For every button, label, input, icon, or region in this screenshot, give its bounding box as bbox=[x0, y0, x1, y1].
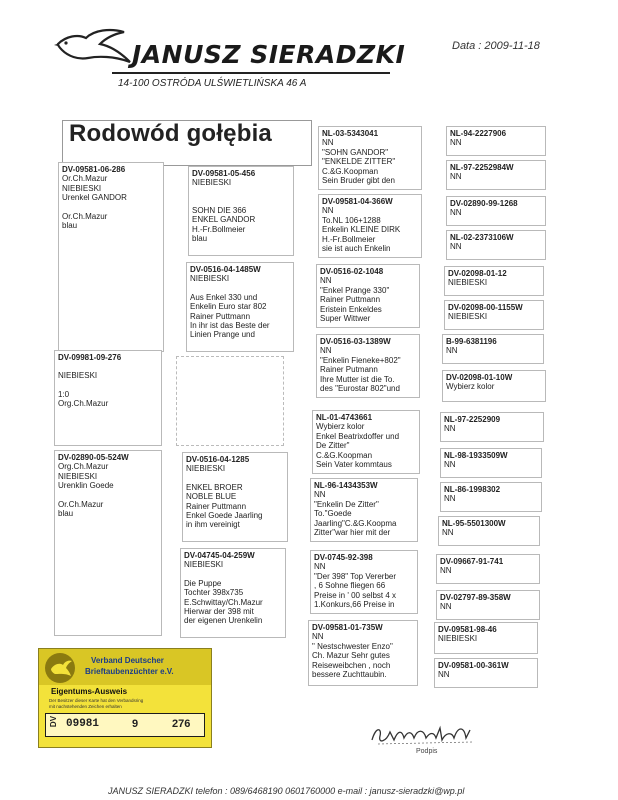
ring-number: DV-09581-06-286 bbox=[62, 165, 126, 174]
breeder: C.&G.Koopman bbox=[316, 450, 373, 460]
note: Linien Prange und bbox=[190, 330, 255, 340]
color: NN bbox=[440, 602, 452, 612]
note: der eigenen Urenkelin bbox=[184, 616, 263, 626]
gen4-box bbox=[436, 554, 540, 584]
note: "ENKELDE ZITTER" bbox=[322, 157, 396, 167]
gen3-box bbox=[310, 550, 418, 614]
footer-contact: JANUSZ SIERADZKI telefon : 089/6468190 0601760000 e-mail : janusz-sieradzki@wp.pl bbox=[108, 786, 465, 796]
note: sie ist auch Enkelin bbox=[322, 244, 391, 254]
note: Enkel Beatrixdoffer und bbox=[316, 431, 400, 441]
card-ring-year: 9 bbox=[132, 718, 139, 730]
gen4-box bbox=[446, 196, 546, 226]
brand-logo bbox=[54, 26, 134, 75]
note: "Enkelin Fieneke+802" bbox=[320, 355, 401, 365]
title-box bbox=[62, 120, 312, 166]
gen3-box bbox=[316, 334, 420, 398]
gen4-box bbox=[440, 448, 542, 478]
ring-number: DV-09581-04-366W bbox=[322, 197, 393, 206]
gen1-sire bbox=[58, 162, 164, 352]
spacer bbox=[192, 188, 290, 197]
color: NN bbox=[442, 528, 454, 538]
note: Enkelin Euro star 802 bbox=[190, 302, 267, 312]
color: NN bbox=[444, 460, 456, 470]
color: NN bbox=[438, 670, 450, 680]
ring-number: DV-09581-00-361W bbox=[438, 661, 509, 670]
ring-number: NL-96-1434353W bbox=[314, 481, 378, 490]
card-org-line2: Brieftaubenzüchter e.V. bbox=[85, 667, 174, 676]
signature bbox=[368, 718, 480, 756]
breeder: Or.Ch.Mazur bbox=[58, 499, 104, 509]
color: NIEBIESKI bbox=[448, 312, 488, 322]
note: Urenklin Goede bbox=[58, 481, 114, 491]
ring-number: NL-02-2373106W bbox=[450, 233, 514, 242]
note: " Nestschwester Enzo" bbox=[312, 641, 393, 651]
breeder: C.&G.Koopman bbox=[322, 166, 379, 176]
note: NOBLE BLUE bbox=[186, 492, 237, 502]
gen2-box bbox=[180, 548, 286, 638]
card-ring-country: DV bbox=[49, 715, 59, 728]
card-fine-line: mit nachstehenden Zeichen erhalten bbox=[49, 703, 122, 709]
color: NN bbox=[450, 242, 462, 252]
gen2-empty-box bbox=[176, 356, 284, 446]
ring-number: NL-86-1998302 bbox=[444, 485, 501, 494]
spacer bbox=[62, 203, 160, 212]
ring-number: DV-0516-04-1285 bbox=[186, 455, 250, 464]
color: NN bbox=[450, 138, 462, 148]
gen4-box bbox=[440, 482, 542, 512]
note: De Zitter" bbox=[316, 441, 350, 451]
signature-scribble bbox=[368, 718, 480, 748]
note: Zitter"war hier mit der bbox=[314, 528, 391, 538]
spacer bbox=[186, 474, 284, 483]
ring-number: DV-0516-03-1389W bbox=[320, 337, 391, 346]
ring-number: DV-09981-09-276 bbox=[58, 353, 122, 362]
gen3-box bbox=[318, 194, 422, 258]
color: NIEBIESKI bbox=[184, 560, 224, 570]
note: ENKEL GANDOR bbox=[192, 215, 256, 225]
note: Enkel Goede Jaarling bbox=[186, 511, 263, 521]
gen3-box bbox=[310, 478, 418, 542]
note: bessere Zuchttaubin. bbox=[312, 670, 387, 680]
document-date: Data : 2009-11-18 bbox=[452, 40, 540, 52]
spacer bbox=[190, 284, 290, 293]
color: NN bbox=[320, 346, 332, 356]
ring-number: NL-97-2252909 bbox=[444, 415, 501, 424]
gen4-box bbox=[444, 300, 544, 330]
note: Sein Vater kommtaus bbox=[316, 460, 392, 470]
gen1-subject bbox=[54, 350, 162, 446]
ring-number: DV-02890-05-524W bbox=[58, 453, 129, 462]
gen3-box bbox=[312, 410, 420, 474]
gen4-box bbox=[442, 334, 544, 364]
gen4-box bbox=[434, 622, 538, 654]
color: NIEBIESKI bbox=[58, 371, 98, 381]
breeder: Org.Ch.Mazur bbox=[58, 462, 109, 472]
breeder: H.-Fr.Bollmeier bbox=[322, 234, 376, 244]
gen3-box bbox=[308, 620, 418, 686]
note: Ihre Mutter ist die To. bbox=[320, 374, 395, 384]
spacer bbox=[58, 381, 158, 390]
color: NN bbox=[440, 566, 452, 576]
breeder: Rainer Puttmann bbox=[320, 295, 381, 305]
note: Hierwar der 398 mit bbox=[184, 607, 254, 617]
card-ring-seq: 276 bbox=[172, 718, 191, 730]
note: Sein Bruder gibt den bbox=[322, 176, 395, 186]
color: NN bbox=[322, 138, 334, 148]
color: NIEBIESKI bbox=[192, 178, 232, 188]
page-title: Rodowód gołębia bbox=[69, 120, 272, 147]
note: To."Goede bbox=[314, 509, 352, 519]
color: NIEBIESKI bbox=[186, 464, 226, 474]
note: "Enkelin De Zitter" bbox=[314, 499, 379, 509]
ring-number: NL-94-2227906 bbox=[450, 129, 507, 138]
note: Enkelin KLEINE DIRK bbox=[322, 225, 401, 235]
card-org-line1: Verband Deutscher bbox=[91, 656, 164, 665]
note: Preise in ' 00 selbst 4 x bbox=[314, 590, 397, 600]
color: NN bbox=[444, 424, 456, 434]
gen4-box bbox=[446, 230, 546, 260]
ring-number: DV-02098-01-12 bbox=[448, 269, 507, 278]
note: 1.Konkurs,66 Preise in bbox=[314, 600, 395, 610]
ring-number: DV-02797-89-358W bbox=[440, 593, 511, 602]
color: NIEBIESKI bbox=[58, 471, 98, 481]
ring-number: DV-02098-01-10W bbox=[446, 373, 513, 382]
note: ENKEL BROER bbox=[186, 482, 243, 492]
color: NIEBIESKI bbox=[448, 278, 488, 288]
color: blau bbox=[192, 234, 208, 244]
breeder: E.Schwittay/Ch.Mazur bbox=[184, 597, 263, 607]
note: "Der 398" Top Vererber bbox=[314, 571, 397, 581]
pigeon-icon bbox=[54, 26, 134, 70]
note: SOHN DIE 366 bbox=[192, 205, 247, 215]
note: To.NL 106+1288 bbox=[322, 215, 381, 225]
gen4-box bbox=[440, 412, 544, 442]
note: in ihm vereinigt bbox=[186, 520, 240, 530]
card-ring-band bbox=[45, 713, 205, 737]
note: In ihr ist das Beste der bbox=[190, 321, 270, 331]
color: NIEBIESKI bbox=[438, 634, 478, 644]
ring-number: DV-02098-00-1155W bbox=[448, 303, 523, 312]
ring-number: NL-01-4743661 bbox=[316, 413, 373, 422]
ring-number: NL-95-5501300W bbox=[442, 519, 506, 528]
gen4-box bbox=[446, 126, 546, 156]
card-logo bbox=[45, 653, 75, 683]
color: NIEBIESKI bbox=[190, 274, 230, 284]
color: NN bbox=[312, 632, 324, 642]
breeder: Rainer Puttmann bbox=[186, 501, 247, 511]
note: Urenkel GANDOR bbox=[62, 193, 127, 203]
spacer bbox=[184, 570, 282, 579]
color: Wybierz kolor bbox=[316, 422, 365, 432]
pigeon-icon bbox=[45, 653, 75, 683]
note: "Enkel Prange 330" bbox=[320, 285, 390, 295]
note: Super Wittwer bbox=[320, 314, 371, 324]
gen4-box bbox=[442, 370, 546, 402]
color: NN bbox=[314, 562, 326, 572]
breeder: Org.Ch.Mazur bbox=[58, 399, 109, 409]
brand-name: JANUSZ SIERADZKI bbox=[132, 40, 406, 69]
ring-number: DV-09581-05-456 bbox=[192, 169, 256, 178]
ring-number: DV-0516-02-1048 bbox=[320, 267, 384, 276]
spacer bbox=[192, 197, 290, 206]
color: NIEBIESKI bbox=[62, 183, 102, 193]
color: blau bbox=[62, 221, 78, 231]
breeder: Or.Ch.Mazur bbox=[62, 211, 108, 221]
note: , 6 Sohne fliegen 66 bbox=[314, 581, 386, 591]
gen4-box bbox=[438, 516, 540, 546]
color: NN bbox=[444, 494, 456, 504]
gen4-box bbox=[446, 160, 546, 190]
card-title: Eigentums-Ausweis bbox=[51, 687, 128, 696]
ring-number: DV-02890-99-1268 bbox=[450, 199, 518, 208]
color: blau bbox=[58, 509, 74, 519]
brand-underline bbox=[112, 72, 390, 74]
breeder: Or.Ch.Mazur bbox=[62, 174, 108, 184]
gen2-box bbox=[182, 452, 288, 542]
ring-number: DV-09581-98-46 bbox=[438, 625, 497, 634]
address: 14-100 OSTRÓDA ULŚWIETLIŃSKA 46 A bbox=[118, 78, 307, 89]
ring-number: B-99-6381196 bbox=[446, 337, 497, 346]
gen4-box bbox=[436, 590, 540, 620]
card-fine-print bbox=[49, 698, 199, 709]
breeder: Rainer Putmann bbox=[320, 365, 378, 375]
signature-caption: Podpis bbox=[416, 748, 438, 755]
breeder: Rainer Puttmann bbox=[190, 311, 251, 321]
ring-number: NL-98-1933509W bbox=[444, 451, 508, 460]
note: Ch. Mazur Sehr gutes bbox=[312, 651, 390, 661]
spacer bbox=[58, 362, 158, 371]
ring-number: DV-0745-92-398 bbox=[314, 553, 373, 562]
color: NN bbox=[450, 172, 462, 182]
ring-number: DV-0516-04-1485W bbox=[190, 265, 261, 274]
color: NN bbox=[320, 276, 332, 286]
ratio: 1:0 bbox=[58, 389, 70, 399]
gen4-box bbox=[444, 266, 544, 296]
note: Eristein Enkeldes bbox=[320, 304, 382, 314]
ring-number: NL-03-5343041 bbox=[322, 129, 379, 138]
note: Reiseweibchen , noch bbox=[312, 660, 391, 670]
spacer bbox=[58, 491, 158, 500]
ring-number: DV-09581-01-735W bbox=[312, 623, 383, 632]
color: NN bbox=[450, 208, 462, 218]
breeder: Jaarling"C.&G.Koopma bbox=[314, 518, 397, 528]
gen3-box bbox=[316, 264, 420, 328]
note: Tochter 398x735 bbox=[184, 588, 244, 598]
breeder: H.-Fr.Bollmeier bbox=[192, 224, 246, 234]
ring-number: NL-97-2252984W bbox=[450, 163, 514, 172]
gen4-box bbox=[434, 658, 538, 688]
note: des "Eurostar 802"und bbox=[320, 384, 400, 394]
color: NN bbox=[314, 490, 326, 500]
note: Die Puppe bbox=[184, 578, 222, 588]
color: NN bbox=[322, 206, 334, 216]
color: NN bbox=[446, 346, 458, 356]
note: "SOHN GANDOR" bbox=[322, 147, 389, 157]
card-fine-line: Der Besitzer dieser Karte hat den Verbandsring bbox=[49, 698, 144, 703]
note: Aus Enkel 330 und bbox=[190, 292, 258, 302]
card-ring-number: 09981 bbox=[66, 718, 100, 730]
gen1-dam bbox=[54, 450, 162, 636]
ring-number: DV-09667-91-741 bbox=[440, 557, 504, 566]
ring-number: DV-04745-04-259W bbox=[184, 551, 255, 560]
gen2-box bbox=[186, 262, 294, 352]
color: Wybierz kolor bbox=[446, 382, 495, 392]
ownership-card bbox=[38, 648, 212, 748]
gen3-box bbox=[318, 126, 422, 190]
gen2-box bbox=[188, 166, 294, 256]
